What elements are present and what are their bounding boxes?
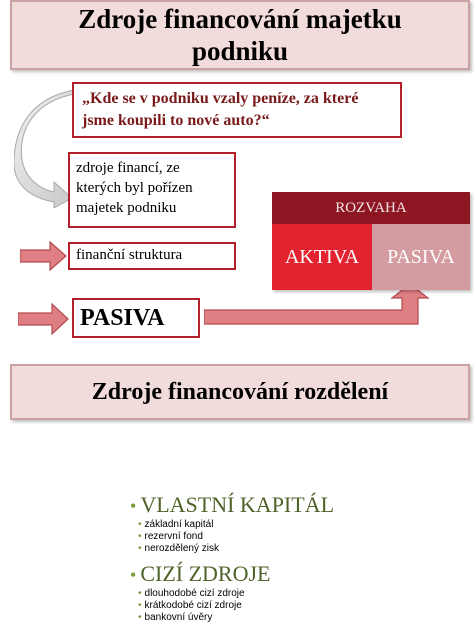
balance-sheet-header: ROZVAHA: [272, 192, 470, 224]
list-item: • nerozdělený zisk: [130, 543, 450, 555]
aktiva-cell: AKTIVA: [272, 224, 372, 290]
sources-box: zdroje financí, ze kterých byl pořízen majetek podniku: [68, 152, 236, 228]
section-title: Zdroje financování rozdělení: [10, 364, 470, 420]
right-arrow-icon: [18, 302, 70, 336]
question-box: „Kde se v podniku vzaly peníze, za které jsme koupili to nové auto?“: [72, 82, 402, 138]
list-item: • základní kapitál: [130, 519, 450, 531]
financial-structure-box: finanční struktura: [68, 242, 236, 270]
group-heading-label: CIZÍ ZDROJE: [140, 561, 271, 586]
pasiva-cell: PASIVA: [372, 224, 470, 290]
pasiva-box: PASIVA: [72, 298, 200, 338]
right-arrow-icon: [20, 240, 68, 272]
list-item: • bankovní úvěry: [130, 612, 450, 624]
list-item: • krátkodobé cizí zdroje: [130, 600, 450, 612]
list-item: • rezervní fond: [130, 531, 450, 543]
balance-sheet: [272, 192, 470, 290]
group-heading-label: VLASTNÍ KAPITÁL: [140, 492, 335, 517]
funding-list: [130, 492, 450, 624]
list-item: • dlouhodobé cizí zdroje: [130, 588, 450, 600]
group-heading: • CIZÍ ZDROJE: [130, 561, 271, 586]
bent-arrow-icon: [204, 284, 434, 334]
group-heading: • VLASTNÍ KAPITÁL: [130, 492, 335, 517]
slide-title: Zdroje financování majetku podniku: [10, 0, 470, 70]
